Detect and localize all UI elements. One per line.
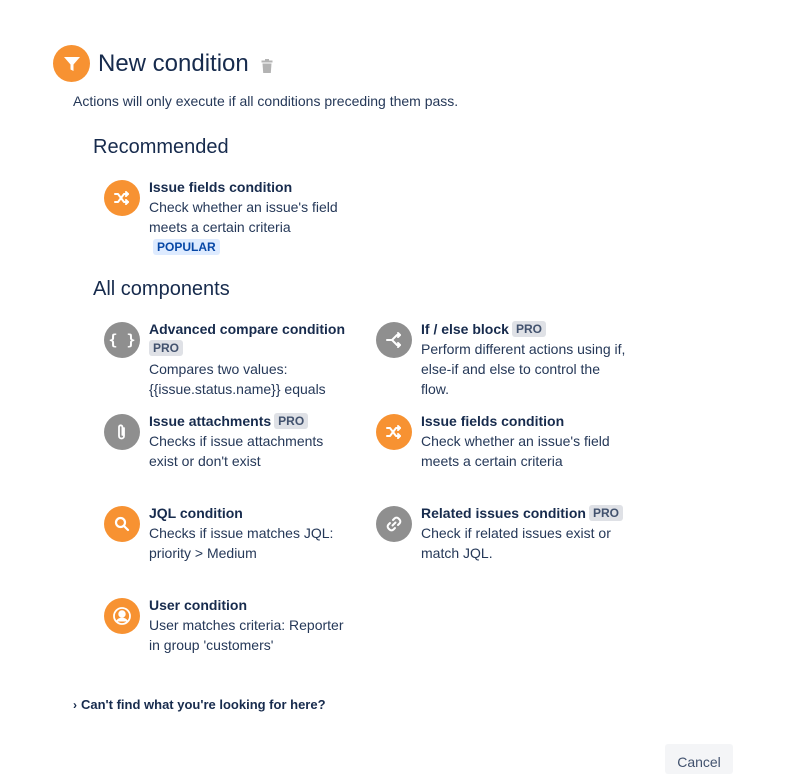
header (53, 45, 273, 82)
pro-badge: PRO (274, 413, 308, 429)
component-issue-fields-condition-recommended[interactable] (104, 177, 349, 257)
component-related-issues-condition[interactable] (376, 503, 641, 563)
pro-badge: PRO (589, 505, 623, 521)
component-title: User condition (149, 597, 248, 613)
chevron-right-icon: › (73, 697, 77, 712)
branch-icon (376, 322, 412, 358)
component-advanced-compare-condition[interactable] (104, 319, 354, 399)
component-if-else-block[interactable] (376, 319, 631, 399)
component-title: Issue attachments (149, 413, 272, 429)
paperclip-icon (104, 414, 140, 450)
pro-badge: PRO (149, 340, 183, 356)
component-title: Advanced compare condition (149, 321, 346, 337)
component-description: Check whether an issue's field meets a certain criteria (421, 433, 610, 469)
component-description: Compares two values: {{issue.status.name}} equals (149, 361, 326, 397)
component-title: Issue fields condition (149, 179, 293, 195)
popular-badge: POPULAR (153, 239, 220, 255)
subtitle: Actions will only execute if all conditions preceding them pass. (73, 93, 459, 109)
shuffle-icon (104, 180, 140, 216)
shuffle-icon (376, 414, 412, 450)
cancel-button[interactable]: Cancel (665, 744, 733, 774)
component-description: Check if related issues exist or match JQL. (421, 525, 611, 561)
recommended-heading: Recommended (93, 136, 229, 158)
search-icon (104, 506, 140, 542)
component-description: Checks if issue attachments exist or don't exist (149, 433, 324, 469)
trash-icon[interactable] (261, 59, 273, 73)
curly-braces-icon: { } (104, 322, 140, 358)
component-issue-attachments[interactable] (104, 411, 339, 471)
pro-badge: PRO (512, 321, 546, 337)
page-title: New condition (98, 50, 249, 77)
component-title: If / else block (421, 321, 509, 337)
component-title-row (149, 411, 339, 431)
user-icon (104, 598, 140, 634)
component-title-row (421, 503, 641, 523)
component-description: User matches criteria: Reporter in group 'customers' (149, 617, 344, 653)
component-title-row (421, 319, 631, 339)
component-description: Checks if issue matches JQL: priority > Medium (149, 525, 334, 561)
component-title: Issue fields condition (421, 413, 565, 429)
component-title: JQL condition (149, 505, 243, 521)
filter-icon (53, 45, 90, 82)
component-title: Related issues condition (421, 505, 586, 521)
component-description: Check whether an issue's field meets a certain criteria (149, 199, 338, 235)
component-description: Perform different actions using if, else-if and else to control the flow. (421, 341, 626, 397)
link-icon (376, 506, 412, 542)
component-issue-fields-condition[interactable] (376, 411, 621, 471)
all-components-heading: All components (93, 278, 230, 300)
component-user-condition[interactable] (104, 595, 349, 655)
cant-find-label: Can't find what you're looking for here? (81, 697, 326, 712)
cant-find-expander[interactable] (73, 697, 326, 712)
component-jql-condition[interactable] (104, 503, 349, 563)
